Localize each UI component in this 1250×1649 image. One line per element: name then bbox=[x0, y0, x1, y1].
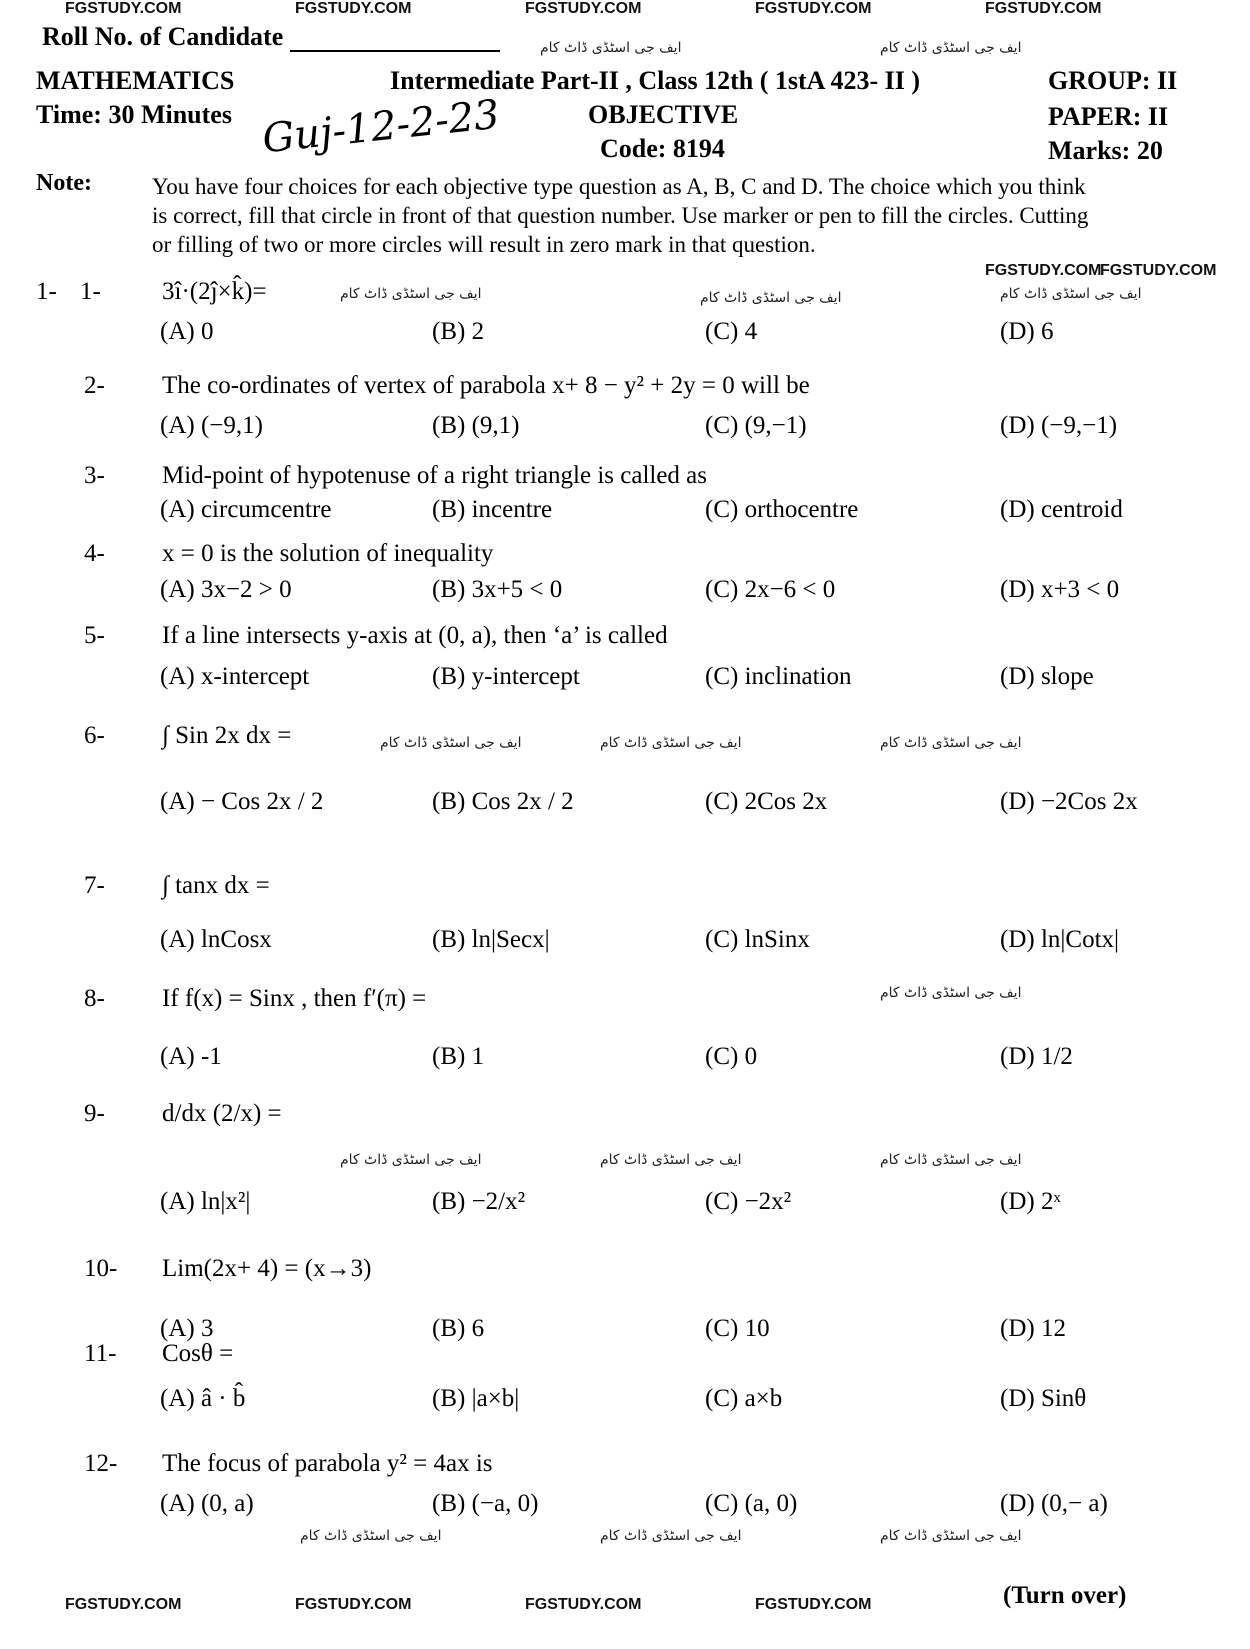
answer-option-b[interactable]: (B) −2/x² bbox=[432, 1188, 526, 1215]
answer-option-d[interactable]: (D) 12 bbox=[1000, 1315, 1066, 1342]
roll-number-label bbox=[42, 22, 500, 52]
watermark-urdu: ایف جی اسٹڈی ڈاٹ کام bbox=[340, 1152, 482, 1168]
answer-option-d[interactable]: (D) (−9,−1) bbox=[1000, 412, 1118, 439]
watermark: FGSTUDY.COM bbox=[525, 1596, 642, 1613]
watermark-urdu: ایف جی اسٹڈی ڈاٹ کام bbox=[880, 735, 1022, 751]
question-stem: Mid-point of hypotenuse of a right triangle is called as bbox=[162, 462, 708, 489]
note-line: You have four choices for each objective type question as A, B, C and D. The choice which you think bbox=[152, 174, 1086, 199]
question-number: 6- bbox=[84, 722, 105, 749]
time-label: Time: 30 Minutes bbox=[36, 100, 232, 129]
answer-option-d[interactable]: (D) Sinθ bbox=[1000, 1385, 1087, 1412]
question-number: 5- bbox=[84, 622, 105, 649]
answer-option-d[interactable]: (D) ln|Cotx| bbox=[1000, 926, 1120, 953]
answer-option-c[interactable]: (C) lnSinx bbox=[705, 926, 810, 953]
answer-option-a[interactable]: (A) circumcentre bbox=[160, 496, 332, 523]
answer-option-a[interactable]: (A) 3x−2 > 0 bbox=[160, 576, 292, 603]
question-number: 10- bbox=[84, 1255, 118, 1282]
watermark-urdu: ایف جی اسٹڈی ڈاٹ کام bbox=[340, 286, 482, 302]
answer-option-b[interactable]: (B) 1 bbox=[432, 1043, 485, 1070]
answer-option-c[interactable]: (C) orthocentre bbox=[705, 496, 859, 523]
answer-option-d[interactable]: (D) slope bbox=[1000, 663, 1094, 690]
answer-option-b[interactable]: (B) (−a, 0) bbox=[432, 1490, 539, 1517]
watermark-urdu: ایف جی اسٹڈی ڈاٹ کام bbox=[1000, 286, 1142, 302]
answer-option-b[interactable]: (B) ln|Secx| bbox=[432, 926, 550, 953]
answer-option-c[interactable]: (C) 4 bbox=[705, 318, 758, 345]
answer-option-d[interactable]: (D) 2ˣ bbox=[1000, 1188, 1061, 1215]
question-stem: If a line intersects y-axis at (0, a), then ‘a’ is called bbox=[162, 622, 668, 649]
answer-option-b[interactable]: (B) 2 bbox=[432, 318, 485, 345]
paper-code: Code: 8194 bbox=[600, 134, 725, 163]
answer-option-a[interactable]: (A) 0 bbox=[160, 318, 214, 345]
answer-option-a[interactable]: (A) (−9,1) bbox=[160, 412, 263, 439]
question-number: 8- bbox=[84, 985, 105, 1012]
watermark-urdu: ایف جی اسٹڈی ڈاٹ کام bbox=[380, 735, 522, 751]
question-stem: The focus of parabola y² = 4ax is bbox=[162, 1450, 493, 1477]
answer-option-c[interactable]: (C) (a, 0) bbox=[705, 1490, 798, 1517]
question-stem: Cosθ = bbox=[162, 1340, 234, 1367]
question-number: 12- bbox=[84, 1450, 118, 1477]
watermark-urdu: ایف جی اسٹڈی ڈاٹ کام bbox=[700, 290, 842, 306]
answer-option-b[interactable]: (B) (9,1) bbox=[432, 412, 520, 439]
watermark-urdu: ایف جی اسٹڈی ڈاٹ کام bbox=[880, 1152, 1022, 1168]
question-stem: If f(x) = Sinx , then f′(π) = bbox=[162, 985, 427, 1012]
question-number: 3- bbox=[84, 462, 105, 489]
answer-option-a[interactable]: (A) â · b̂ bbox=[160, 1385, 246, 1412]
watermark: FGSTUDY.COM bbox=[755, 0, 872, 17]
question-stem: The co-ordinates of vertex of parabola x+ 8 − y² + 2y = 0 will be bbox=[162, 372, 810, 399]
answer-option-c[interactable]: (C) a×b bbox=[705, 1385, 783, 1412]
question-number: 7- bbox=[84, 872, 105, 899]
answer-option-c[interactable]: (C) −2x² bbox=[705, 1188, 792, 1215]
handwritten-date: Guj-12-2-23 bbox=[260, 91, 502, 163]
question-stem: Lim(2x+ 4) = (x→3) bbox=[162, 1255, 372, 1282]
answer-option-c[interactable]: (C) inclination bbox=[705, 663, 852, 690]
question-number: 1- bbox=[80, 278, 101, 305]
answer-option-d[interactable]: (D) −2Cos 2x bbox=[1000, 788, 1138, 815]
turn-over-label: (Turn over) bbox=[1003, 1582, 1127, 1609]
answer-option-a[interactable]: (A) 3 bbox=[160, 1315, 214, 1342]
question-number: 2- bbox=[84, 372, 105, 399]
note-line: is correct, fill that circle in front of that question number. Use marker or pen to fill the circles. Cutting bbox=[152, 203, 1089, 228]
answer-option-b[interactable]: (B) incentre bbox=[432, 496, 553, 523]
answer-option-a[interactable]: (A) ln|x²| bbox=[160, 1188, 251, 1215]
answer-option-a[interactable]: (A) − Cos 2x / 2 bbox=[160, 788, 324, 815]
answer-option-c[interactable]: (C) 2Cos 2x bbox=[705, 788, 828, 815]
watermark: FGSTUDY.COM bbox=[755, 1596, 872, 1613]
watermark: FGSTUDY.COM bbox=[65, 1596, 182, 1613]
question-number: 1- bbox=[36, 278, 57, 305]
question-number: 11- bbox=[84, 1340, 117, 1367]
answer-option-a[interactable]: (A) x-intercept bbox=[160, 663, 310, 690]
answer-option-a[interactable]: (A) -1 bbox=[160, 1043, 222, 1070]
question-stem: ∫ Sin 2x dx = bbox=[162, 722, 292, 749]
answer-option-d[interactable]: (D) 1/2 bbox=[1000, 1043, 1073, 1070]
question-number: 4- bbox=[84, 540, 105, 567]
watermark-urdu: ایف جی اسٹڈی ڈاٹ کام bbox=[880, 40, 1022, 56]
note-line: or filling of two or more circles will result in zero mark in that question. bbox=[152, 232, 816, 257]
subject-title: MATHEMATICS bbox=[36, 66, 235, 95]
watermark-urdu: ایف جی اسٹڈی ڈاٹ کام bbox=[600, 1528, 742, 1544]
answer-option-a[interactable]: (A) lnCosx bbox=[160, 926, 272, 953]
answer-option-b[interactable]: (B) 3x+5 < 0 bbox=[432, 576, 563, 603]
answer-option-b[interactable]: (B) 6 bbox=[432, 1315, 485, 1342]
watermark-urdu: ایف جی اسٹڈی ڈاٹ کام bbox=[300, 1528, 442, 1544]
watermark: FGSTUDY.COM bbox=[985, 262, 1102, 279]
answer-option-c[interactable]: (C) 0 bbox=[705, 1043, 758, 1070]
answer-option-c[interactable]: (C) 2x−6 < 0 bbox=[705, 576, 836, 603]
question-stem: ∫ tanx dx = bbox=[162, 872, 270, 899]
section-label: OBJECTIVE bbox=[588, 100, 739, 129]
watermark: FGSTUDY.COM bbox=[1100, 262, 1217, 279]
answer-option-b[interactable]: (B) |a×b| bbox=[432, 1385, 520, 1412]
watermark-urdu: ایف جی اسٹڈی ڈاٹ کام bbox=[600, 1152, 742, 1168]
watermark-urdu: ایف جی اسٹڈی ڈاٹ کام bbox=[880, 1528, 1022, 1544]
marks-label: Marks: 20 bbox=[1048, 136, 1163, 165]
note-text bbox=[152, 172, 1088, 259]
question-stem: 3î·(2ĵ×k̂)= bbox=[162, 278, 267, 305]
group-label: GROUP: II bbox=[1048, 66, 1178, 95]
watermark: FGSTUDY.COM bbox=[295, 1596, 412, 1613]
watermark: FGSTUDY.COM bbox=[295, 0, 412, 17]
watermark: FGSTUDY.COM bbox=[985, 0, 1102, 17]
question-stem: d/dx (2/x) = bbox=[162, 1100, 282, 1127]
note-label: Note: bbox=[36, 170, 92, 196]
roll-number-field[interactable] bbox=[290, 30, 500, 52]
question-number: 9- bbox=[84, 1100, 105, 1127]
answer-option-b[interactable]: (B) y-intercept bbox=[432, 663, 580, 690]
answer-option-d[interactable]: (D) (0,− a) bbox=[1000, 1490, 1108, 1517]
watermark-urdu: ایف جی اسٹڈی ڈاٹ کام bbox=[880, 985, 1022, 1001]
watermark: FGSTUDY.COM bbox=[65, 0, 182, 17]
answer-option-d[interactable]: (D) x+3 < 0 bbox=[1000, 576, 1120, 603]
answer-option-c[interactable]: (C) (9,−1) bbox=[705, 412, 807, 439]
answer-option-d[interactable]: (D) centroid bbox=[1000, 496, 1123, 523]
answer-option-b[interactable]: (B) Cos 2x / 2 bbox=[432, 788, 574, 815]
answer-option-d[interactable]: (D) 6 bbox=[1000, 318, 1054, 345]
watermark-urdu: ایف جی اسٹڈی ڈاٹ کام bbox=[540, 40, 682, 56]
roll-number-label-text: Roll No. of Candidate bbox=[42, 22, 284, 51]
answer-option-c[interactable]: (C) 10 bbox=[705, 1315, 770, 1342]
watermark-urdu: ایف جی اسٹڈی ڈاٹ کام bbox=[600, 735, 742, 751]
answer-option-a[interactable]: (A) (0, a) bbox=[160, 1490, 254, 1517]
paper-label: PAPER: II bbox=[1048, 102, 1169, 131]
exam-title: Intermediate Part-II , Class 12th ( 1stA 423- II ) bbox=[390, 66, 921, 95]
question-stem: x = 0 is the solution of inequality bbox=[162, 540, 494, 567]
watermark: FGSTUDY.COM bbox=[525, 0, 642, 17]
